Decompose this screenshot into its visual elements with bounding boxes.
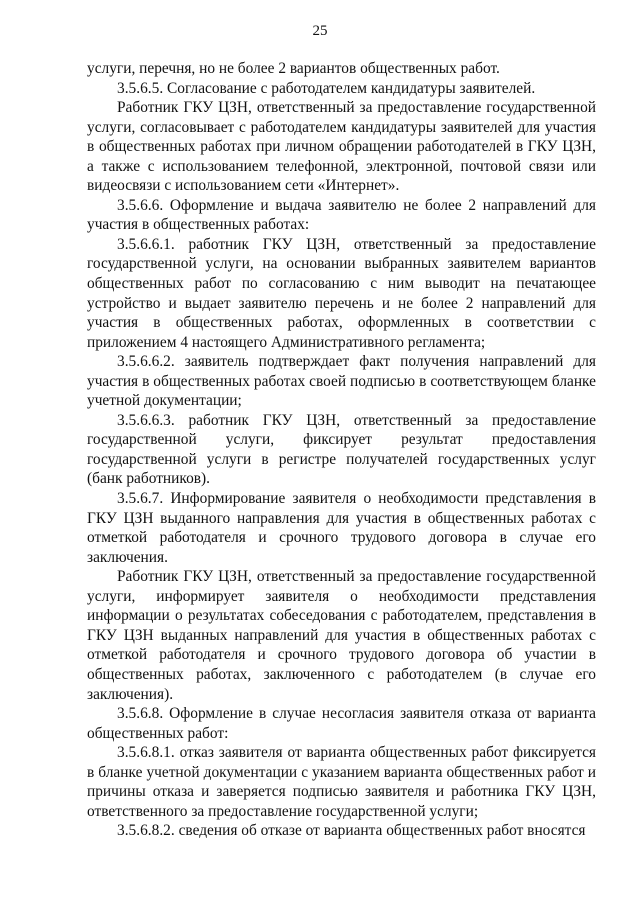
- document-body: [87, 59, 596, 841]
- page-number: 25: [312, 23, 328, 39]
- paragraph: 3.5.6.5. Согласование с работодателем кандидатуры заявителей.: [117, 79, 536, 97]
- paragraph: 3.5.6.7. Информирование заявителя о необходимости представления в ГКУ ЦЗН выданного направления для участия в общественных работах с отметкой работодателя и срочного трудового договора в случае его заключения.: [87, 490, 596, 566]
- paragraph: 3.5.6.8.1. отказ заявителя от варианта общественных работ фиксируется в бланке учетной документации с указанием варианта общественных работ и причины отказа и заверяется подписью заявителя и работника ГКУ ЦЗН, ответственного за предоставление государственной услуги;: [87, 744, 596, 820]
- paragraph: Работник ГКУ ЦЗН, ответственный за предоставление государственной услуги, согласовывает с работодателем кандидатуры заявителей для участия в общественных работах при личном обращении работодателей в ГКУ ЦЗН, а также с использованием телефонной, электронной, почтовой связи или видеосвязи с использованием сети «Интернет».: [87, 99, 596, 195]
- paragraph: 3.5.6.6.1. работник ГКУ ЦЗН, ответственный за предоставление государственной услуги, на основании выбранных заявителем вариантов общественных работ по согласованию с ним выводит на печатающее устройство и выдает заявителю перечень и не более 2 направлений для участия в общественных работах, оформленных в соответствии с приложением 4 настоящего Административного регламента;: [87, 235, 596, 351]
- paragraph: 3.5.6.8. Оформление в случае несогласия заявителя отказа от варианта общественных работ:: [87, 705, 596, 742]
- paragraph: 3.5.6.6.3. работник ГКУ ЦЗН, ответственный за предоставление государственной услуги, фиксирует результат предоставления государственной услуги в регистре получателей государственных услуг (банк работников).: [87, 411, 596, 488]
- paragraph: 3.5.6.6.2. заявитель подтверждает факт получения направлений для участия в общественных работах своей подписью в соответствующем бланке учетной документации;: [87, 353, 596, 410]
- paragraph: 3.5.6.6. Оформление и выдача заявителю не более 2 направлений для участия в общественных работах:: [87, 196, 596, 234]
- paragraph: 3.5.6.8.2. сведения об отказе от варианта общественных работ вносятся: [117, 822, 586, 840]
- paragraph: услуги, перечня, но не более 2 вариантов общественных работ.: [87, 60, 500, 77]
- paragraph: Работник ГКУ ЦЗН, ответственный за предоставление государственной услуги, информирует заявителя о необходимости представления информации о результатах собеседования с работодателем, представления в ГКУ ЦЗН выданных направлений для участия в общественных работах с отметкой работодателя и срочного трудового договора об участии в общественных работах, заключенного с работодателем (в случае его заключения).: [87, 568, 596, 703]
